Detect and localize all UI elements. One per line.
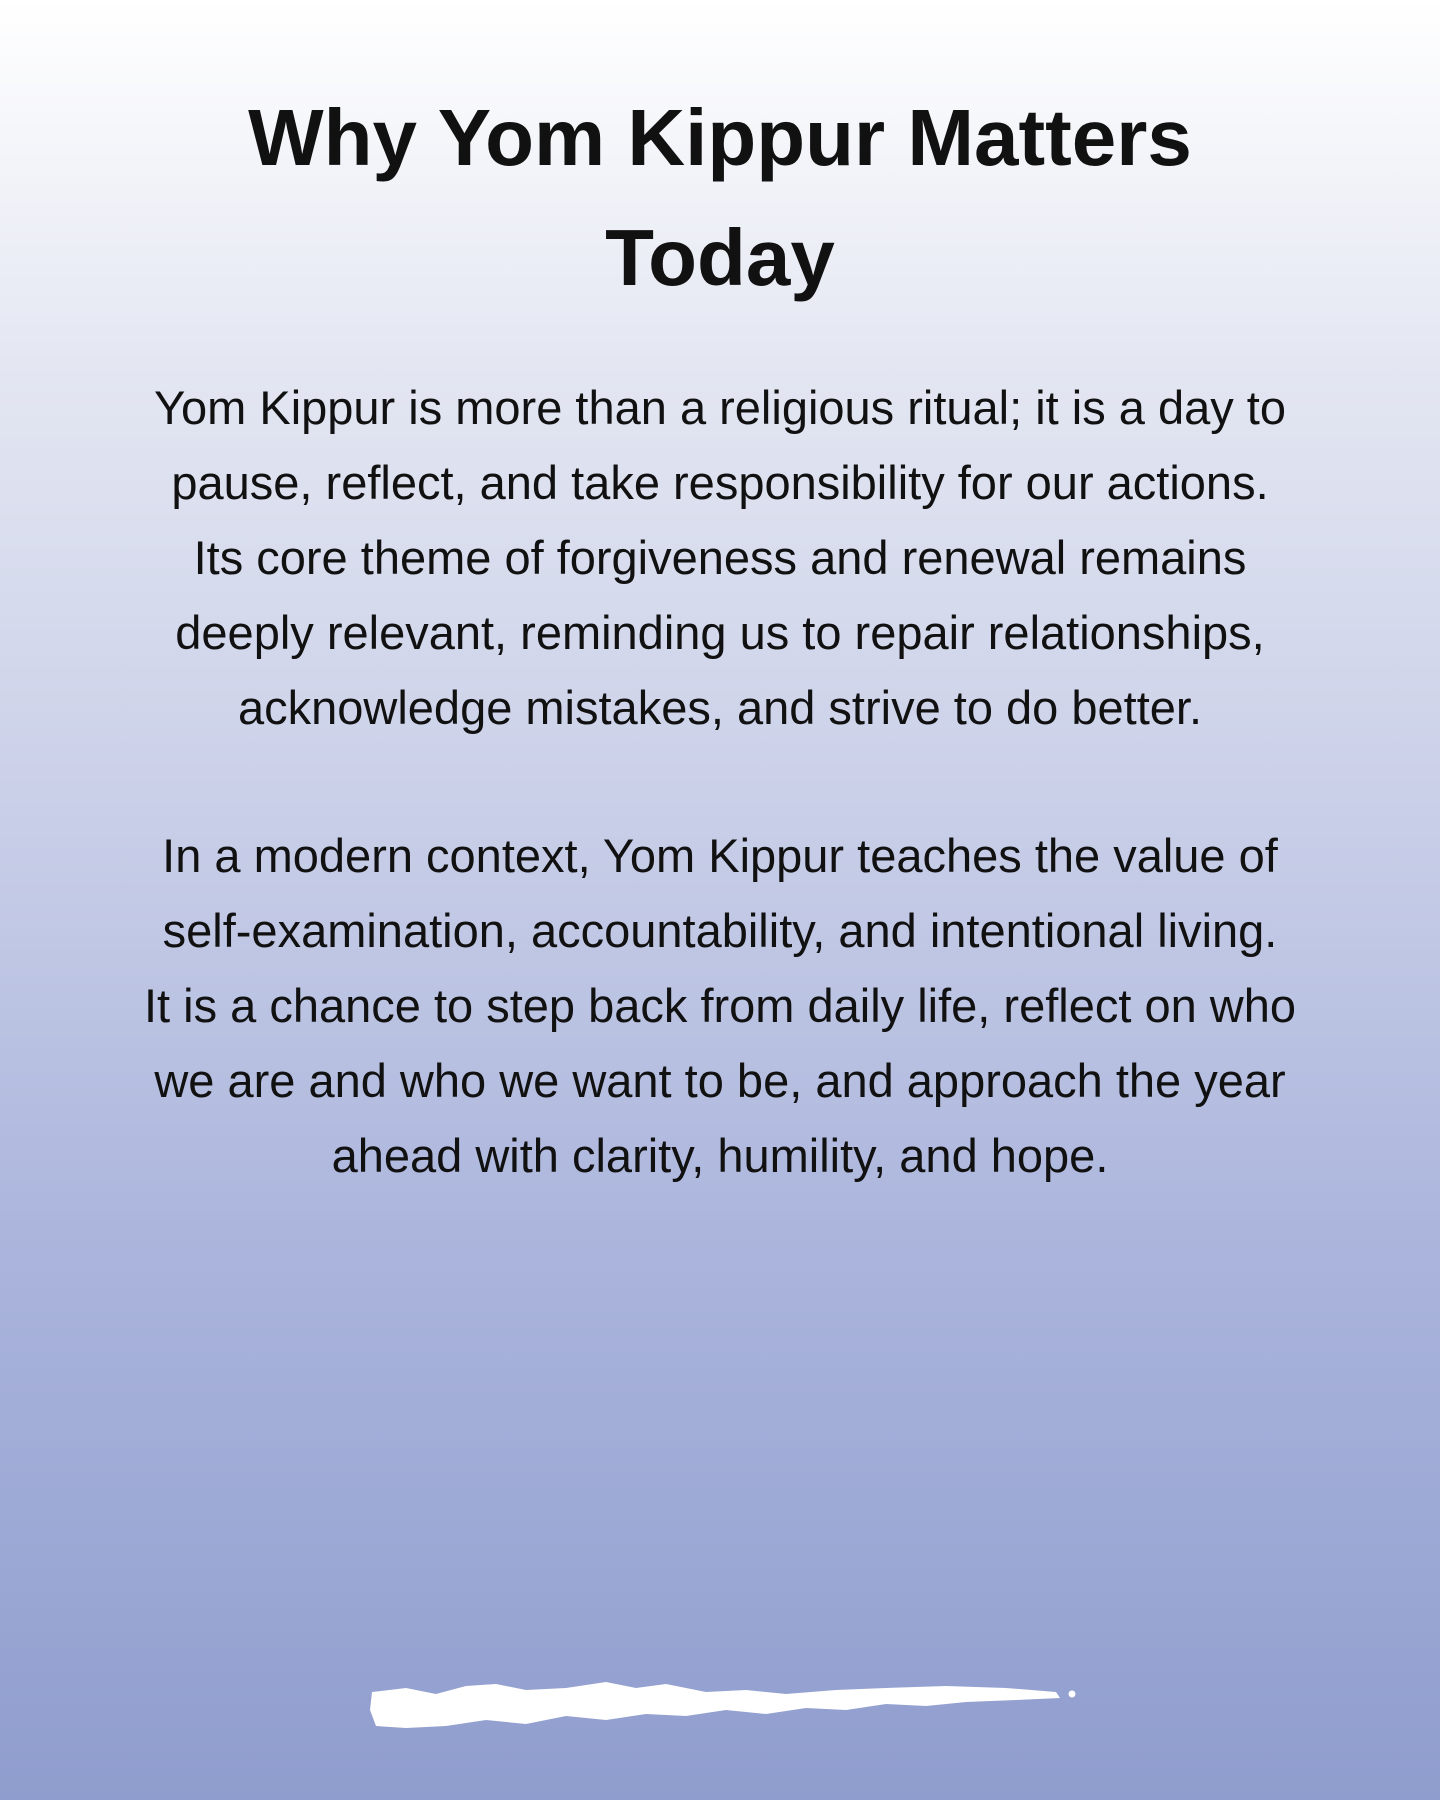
paragraph-modern-context: In a modern context, Yom Kippur teaches the value of self-examination, accountability, and intentional living. It is a chance to step back from daily life, reflect on who we are and who we want to be, and approach the year ahead with clarity, humility, and hope. <box>143 829 1297 1182</box>
paragraph-intro: Yom Kippur is more than a religious ritual; it is a day to pause, reflect, and take responsibility for our actions. Its core theme of forgiveness and renewal remains deeply relevant, reminding us to repair relationships, acknowledge mistakes, and strive to do better. <box>153 381 1287 734</box>
page-title: Why Yom Kippur Matters Today <box>248 93 1192 302</box>
brush-stroke-decoration <box>366 1680 1078 1736</box>
